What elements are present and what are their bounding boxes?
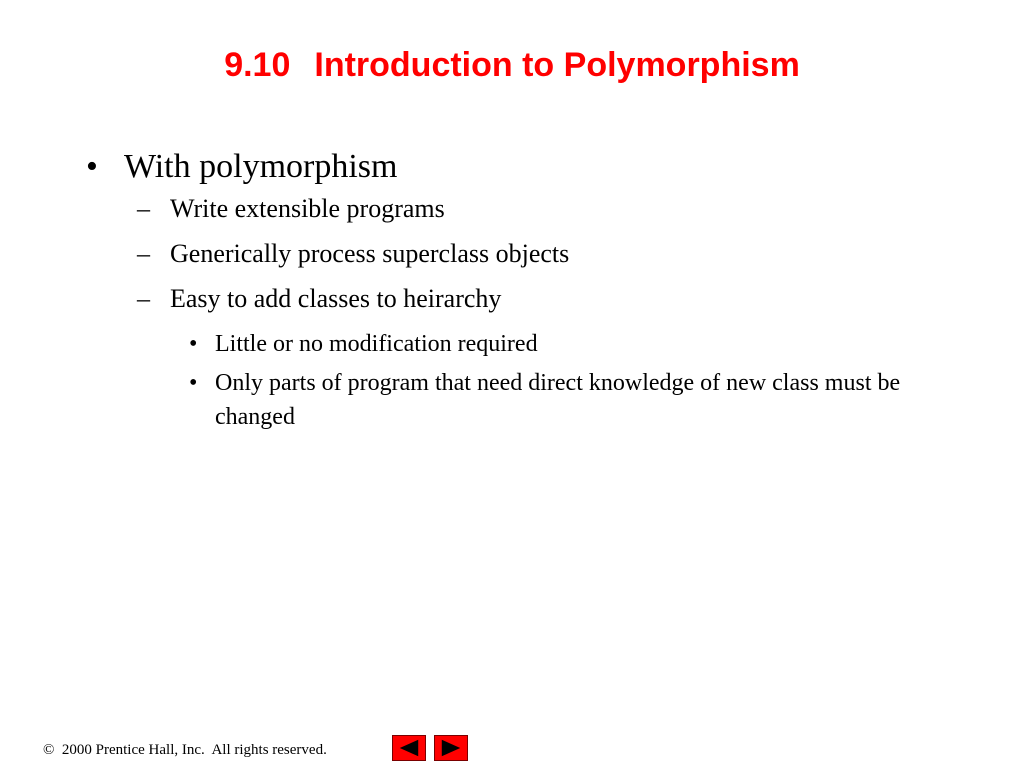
bullet-text: Easy to add classes to heirarchy	[170, 284, 502, 313]
bullet-level3	[0, 327, 1024, 361]
copyright-footer: © 2000 Prentice Hall, Inc. All rights reserved.	[43, 742, 327, 758]
bullet-marker: •	[86, 148, 98, 185]
bullet-text: Only parts of program that need direct knowledge of new class must be changed	[215, 370, 901, 430]
bullet-level1	[0, 144, 1024, 190]
bullet-text: Little or no modification required	[215, 331, 538, 357]
dash-marker: –	[137, 239, 150, 268]
dash-marker: –	[137, 194, 150, 223]
bullet-level2	[0, 192, 1024, 226]
left-arrow-icon	[393, 736, 425, 760]
bullet-marker: •	[189, 331, 198, 357]
bullet-level2	[0, 282, 1024, 316]
title-text: Introduction to Polymorphism	[314, 46, 800, 84]
section-number: 9.10	[224, 46, 291, 84]
bullet-text: With polymorphism	[124, 148, 398, 185]
bullet-text: Generically process superclass objects	[170, 239, 570, 268]
previous-slide-button[interactable]	[392, 735, 426, 761]
dash-marker: –	[137, 284, 150, 313]
next-slide-button[interactable]	[434, 735, 468, 761]
bullet-level3	[0, 366, 1024, 434]
slide-title	[0, 46, 1024, 85]
bullet-level2	[0, 237, 1024, 271]
right-arrow-icon	[435, 736, 467, 760]
bullet-text: Write extensible programs	[170, 194, 445, 223]
slide-body	[0, 144, 1024, 439]
bullet-marker: •	[189, 370, 198, 396]
